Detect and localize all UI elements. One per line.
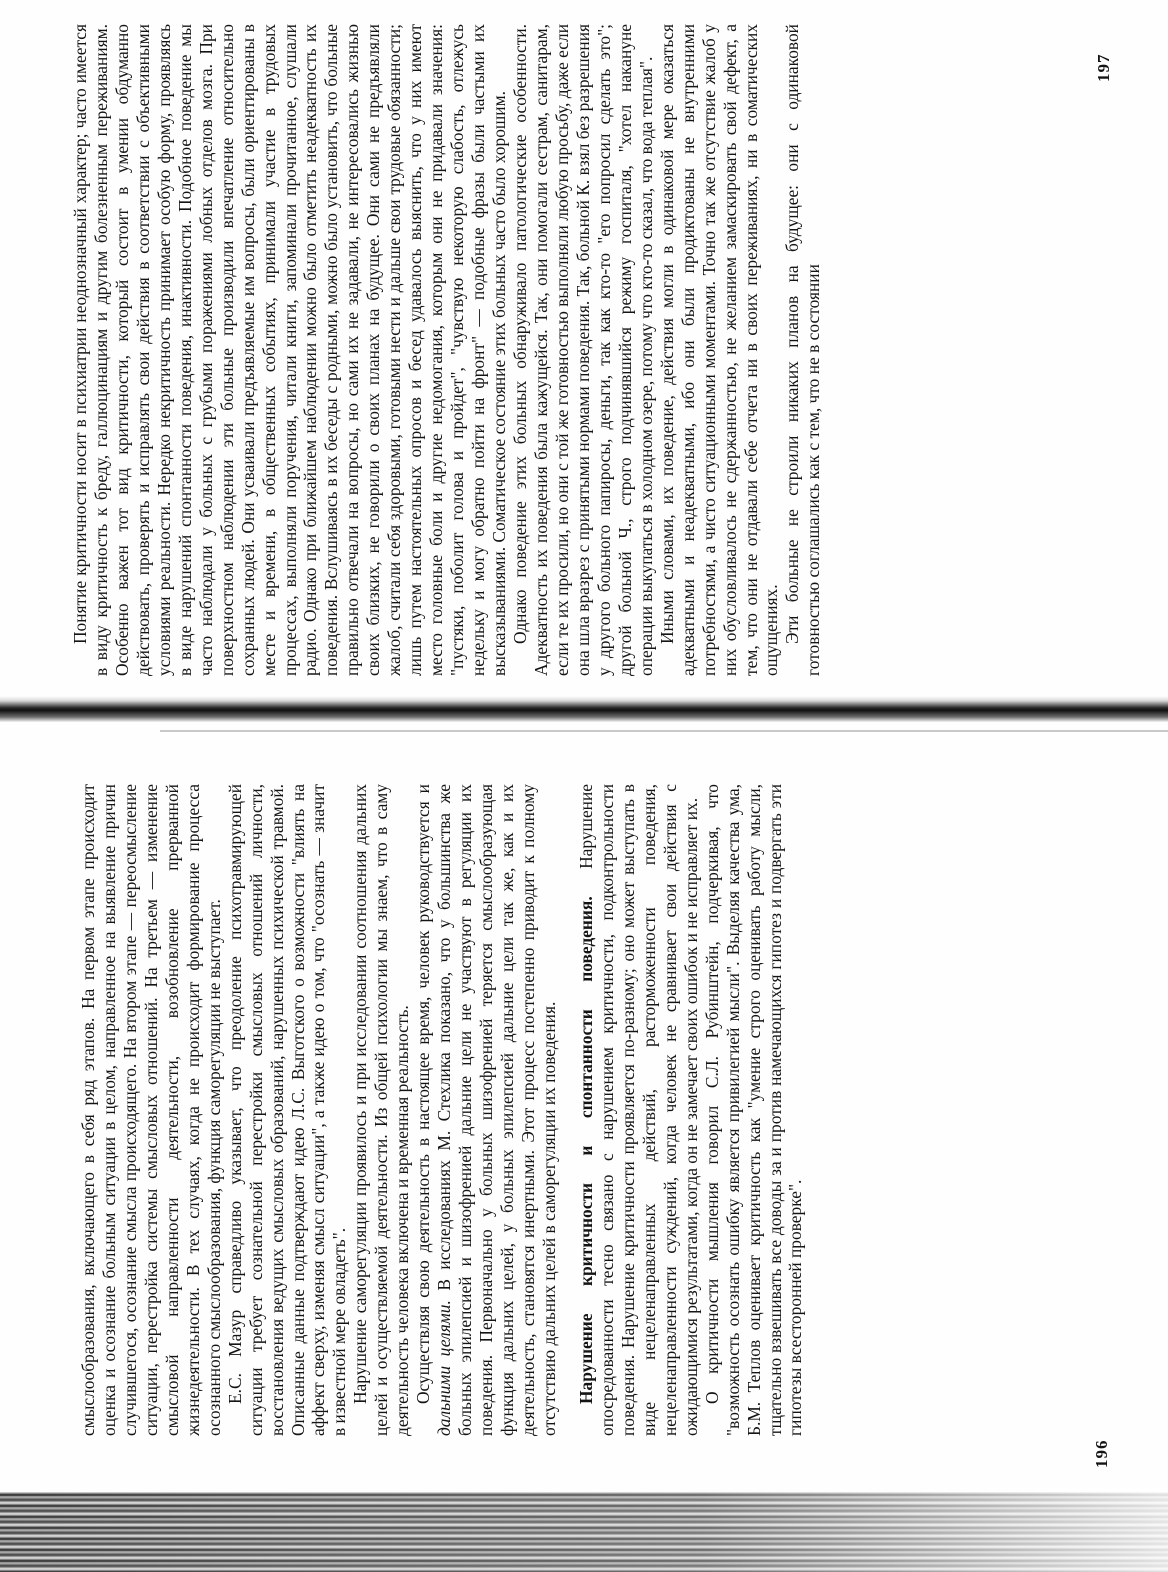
paragraph: Нарушение саморегуляции проявилось и при исследовании соотношения дальних целей и осуществляемой деятельности. Из общей психологии мы знаем, что в саму деятельность человека включена и временная реальность. [350,784,413,1436]
page-197-text [70,24,824,676]
text-run: В исследованиях М. Стехлика показано, что у большинства же больных эпилепсией и шизофренией дальние цели не участвуют в регуляции их поведения. Первоначально у больных шизофренией теряется смыслообразующая функция дальних целей, у больных эпилепсией дальние цели так же, как и их деятельность, становятся инертными. Этот процесс постепенно приводит к полному отсутствию дальних целей в саморегуляции их поведения. [434,784,559,1436]
paragraph: Е.С. Мазур справедливо указывает, что преодоление психотравмирующей ситуации требует сознательной перестройки смысловых отношений личности, восстановления ведущих смысловых образований, нарушенных психической травмой. Описанные данные подтверждают идею Л.С. Выготского о возможности "влиять на аффект сверху, изменяя смысл ситуации", а также идею о том, что "осознать — значит в известной мере овладеть". [224,784,350,1436]
text-run: Нарушение опосредованности тесно связано с нарушением критичности, подконтрольности поведения. Нарушение критичности проявляется по-разному; оно может выступать в виде нецеленаправленных действий, расторможенности поведения, нецеленаправленности суждений, когда человек не сравнивает свои действия с ожидающимися результатами, когда он не замечает своих ошибок и не исправляет их. [575,783,701,1436]
section-heading: Нарушение критичности и спонтанности поведения. [575,896,596,1404]
paragraph: Иными словами, их поведение, действия могли в одинаковой мере оказаться адекватными и неадекватными, ибо они были продиктованы не внутренними потребностями, а чисто ситуационными моментами. Точно так же отсутствие жалоб у них обусловливалось не сдержанностью, не желанием замаскировать свой дефект, а тем, что они не отдавали себе отчета ни в своих переживаниях, ни в соматических ощущениях. [656,24,782,676]
scanner-edge-fade [0,1488,1168,1572]
page-number-197: 197 [1094,53,1113,82]
emphasis-text: дальними целями. [434,1300,455,1436]
paragraph: О критичности мышления говорил С.Л. Рубинштейн, подчеркивая, что "возможность осознать ошибку является привилегией мысли". Выделяя качества ума, Б.М. Теплов оценивает критичность как "умение строго оценивать работу мысли, тщательно взвешивать все доводы за и против намечающихся гипотез и подвергать эти гипотезы всесторонней проверке". [701,784,806,1436]
paragraph: Эти больные не строили никаких планов на будущее: они с одинаковой готовностью соглашались как с тем, что не в состоянии [782,24,824,676]
paragraph [413,784,560,1436]
text-run: Осуществляя свою деятельность в настоящее время, человек руководствуется и [413,784,434,1404]
page-196-text [78,784,806,1436]
paragraph [576,784,702,1436]
paragraph: смыслообразования, включающего в себя ряд этапов. На первом этапе происходит оценка и осознание больным ситуации в целом, направленное на выявление причин случившегося, осознание смысла происходящего. На втором этапе — переосмысление ситуации, перестройка системы смысловых отношений. На третьем — изменение смысловой направленности деятельности, возобновление прерванной жизнедеятельности. В тех случаях, когда не происходит формирование процесса осознанного смыслообразования, функция саморегуляции не выступает. [78,784,224,1436]
paragraph: Однако поведение этих больных обнаруживало патологические особенности. Адекватность их поведения была кажущейся. Так, они помогали сестрам, санитарам, если те их просили, но они с той же готовностью выполняли любую просьбу, даже если она шла вразрез с принятыми нормами поведения. Так, больной К. взял без разрешения у другого больного папиросы, деньги, так как кто-то "его попросил сделать это"; другой больной Ч., строго подчинявшийся режиму госпиталя, "хотел накануне операции выкупаться в холодном озере, потому что кто-то сказал, что вода теплая". [510,24,656,676]
gutter-line [160,730,1168,732]
binding-gutter [0,696,1168,722]
page-number-196: 196 [1092,1439,1111,1468]
paragraph: Понятие критичности носит в психиатрии неоднозначный характер; часто имеется в виду критичность к бреду, галлюцинациям и другим болезненным переживаниям. Особенно важен тот вид критичности, который состоит в умении обдуманно действовать, проверять и исправлять свои действия в соответствии с объективными условиями реальности. Нередко некритичность принимает особую форму, проявляясь в виде нарушений спонтанности поведения, инактивности. Подобное поведение мы часто наблюдали у больных с грубыми поражениями лобных отделов мозга. При поверхностном наблюдении эти больные производили впечатление относительно сохранных людей. Они усваивали предъявляемые им вопросы, были ориентированы в месте и времени, в общественных событиях, принимали участие в трудовых процессах, выполняли поручения, читали книги, запоминали прочитанное, слушали радио. Однако при ближайшем наблюдении можно было отметить неадекватность их поведения. Вслушиваясь в их беседы с родными, можно было установить, что больные правильно отвечали на вопросы, но сами их не задавали, не интересовались жизнью своих близких, не говорили о своих планах на будущее. Они сами не предъявляли жалоб, считали себя здоровыми, готовыми нести и дальше свои трудовые обязанности; лишь путем настоятельных опросов и бесед удавалось выяснить, что у них имеют место головные боли и другие недомогания, которым они не придавали значения: "пустяки, поболит голова и пройдет", "чувствую некоторую слабость, отлежусь недельку и могу обратно пойти на фронт" — подобные фразы были частыми их высказываниями. Соматическое состояние этих больных часто было хорошим. [70,24,510,676]
